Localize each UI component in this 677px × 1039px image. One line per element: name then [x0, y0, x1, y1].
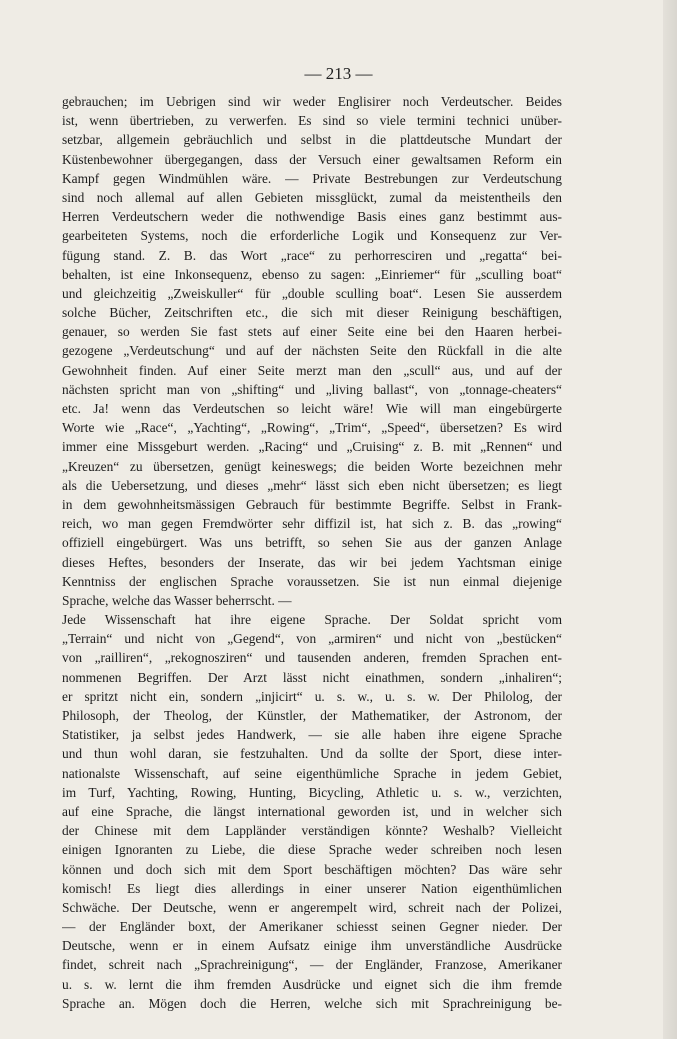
text-line: als die Uebersetzung, und dieses „mehr“ lässt sich eben nicht übersetzen; es liegt [62, 477, 562, 493]
text-line: behalten, ist eine Inkonsequenz, ebenso zu sagen: „Einriemer“ für „sculling boat“ [62, 266, 562, 282]
text-line: Jede Wissenschaft hat ihre eigene Sprache. Der Soldat spricht vom [62, 612, 562, 628]
text-line: auf eine Sprache, die längst international geworden ist, und in welcher sich [62, 803, 562, 819]
text-line: der Chinese mit dem Lappländer verständigen könnte? Weshalb? Vielleicht [62, 823, 562, 839]
text-line: sind noch allemal auf allen Gebieten missglückt, zumal da meistentheils den [62, 189, 562, 205]
text-line: Schwäche. Der Deutsche, wenn er angerempelt wird, schreit nach der Polizei, [62, 899, 562, 915]
text-line: komisch! Es liegt dies allerdings in einer unserer Nation eigenthümlichen [62, 880, 562, 896]
text-line: solche Bücher, Zeitschriften etc., die sich mit dieser Reinigung beschäftigen, [62, 305, 562, 321]
text-line: „Kreuzen“ zu übersetzen, genügt keineswegs; die beiden Worte bezeichnen mehr [62, 458, 562, 474]
text-line: gebrauchen; im Uebrigen sind wir weder Englisirer noch Verdeutscher. Beides [62, 94, 562, 109]
text-line: Deutsche, wenn er in einem Aufsatz einige ihm unverständliche Ausdrücke [62, 938, 562, 954]
text-line: in dem gewohnheitsmässigen Gebrauch für bestimmte Begriffe. Selbst in Frank- [62, 496, 562, 512]
text-line: Statistiker, ja selbst jedes Handwerk, — sie alle haben ihre eigene Sprache [62, 727, 562, 743]
text-line: und thun wohl daran, sie festzuhalten. Und da sollte der Sport, diese inter- [62, 746, 562, 762]
text-line: fügung stand. Z. B. das Wort „race“ zu perhorresciren und „regatta“ bei- [62, 247, 562, 263]
text-line: Sprache an. Mögen doch die Herren, welche sich mit Sprachreinigung be- [62, 995, 562, 1011]
text-line: „Terrain“ und nicht von „Gegend“, von „armiren“ und nicht von „bestücken“ [62, 631, 562, 647]
text-line: nationalste Wissenschaft, auf seine eigenthümliche Sprache in jedem Gebiet, [62, 765, 562, 781]
text-line: — der Engländer boxt, der Amerikaner schiesst seinen Gegner nieder. Der [62, 919, 562, 935]
text-line: und gleichzeitig „Zweiskuller“ für „double sculling boat“. Lesen Sie ausserdem [62, 285, 562, 301]
text-line: im Turf, Yachting, Rowing, Hunting, Bicycling, Athletic u. s. w., verzichten, [62, 784, 562, 800]
page-edge [663, 0, 677, 1039]
text-line: gearbeiteten Systems, noch die erforderliche Logik und Konsequenz zur Ver- [62, 228, 562, 244]
text-line: Worte wie „Race“, „Yachting“, „Rowing“, „Trim“, „Speed“, übersetzen? Es wird [62, 420, 562, 436]
text-line: dieses Heftes, besonders der Inserate, das wir bei jedem Yachtsman einige [62, 554, 562, 570]
text-line: ist, wenn übertrieben, zu verwerfen. Es sind so viele termini technici unüber- [62, 113, 562, 129]
text-line: nommenen Begriffen. Der Arzt lässt nicht einathmen, sondern „inhaliren“; [62, 669, 562, 685]
text-line: immer eine Missgeburt werden. „Racing“ und „Cruising“ z. B. mit „Rennen“ und [62, 439, 562, 455]
page-number: — 213 — [304, 64, 373, 83]
text-line: einigen Ignoranten zu Liebe, die diese Sprache weder schreiben noch lesen [62, 842, 562, 858]
text-line: findet, schreit nach „Sprachreinigung“, — der Engländer, Franzose, Amerikaner [62, 957, 562, 973]
text-line: er spritzt nicht ein, sondern „injicirt“ u. s. w., u. s. w. Der Philolog, der [62, 688, 562, 704]
text-line: Herren Verdeutschern weder die nothwendige Basis eines ganz bestimmt aus- [62, 209, 562, 225]
text-line: offiziell eingebürgert. Was uns betrifft, so sehen Sie aus der ganzen Anlage [62, 535, 562, 551]
text-line: Philosoph, der Theolog, der Künstler, der Mathematiker, der Astronom, der [62, 708, 562, 723]
text-line: können und doch sich mit dem Sport beschäftigen möchten? Das wäre sehr [62, 861, 562, 877]
text-line: setzbar, allgemein gebräuchlich und selbst in die plattdeutsche Mundart der [62, 132, 562, 148]
text-line: Sprache, welche das Wasser beherrscht. — [62, 592, 292, 608]
text-line: gezogene „Verdeutschung“ und auf der nächsten Seite den Rückfall in die alte [62, 343, 562, 359]
text-line: genauer, so werden Sie fast stets auf einer Seite eine bei den Haaren herbei- [62, 324, 562, 340]
text-line: Kampf gegen Windmühlen wäre. — Private Bestrebungen zur Verdeutschung [62, 170, 562, 186]
text-line: Gewohnheit finden. Auf einer Seite merzt man den „scull“ aus, und auf der [62, 362, 562, 378]
text-line: u. s. w. lernt die ihm fremden Ausdrücke und eignet sich die ihm fremde [62, 976, 562, 992]
text-line: reich, wo man gegen Fremdwörter sehr diffizil ist, hat sich z. B. das „rowing“ [62, 516, 562, 532]
text-line: Kenntniss der englischen Sprache voraussetzen. Sie ist nun einmal diejenige [62, 573, 562, 589]
body-text [62, 92, 562, 1013]
text-line: von „railliren“, „rekognosziren“ und tausenden anderen, fremden Sprachen ent- [62, 650, 562, 666]
text-line: Küstenbewohner übergegangen, dass der Versuch einer gewaltsamen Reform ein [62, 151, 562, 167]
text-line: etc. Ja! wenn das Verdeutschen so leicht wäre! Wie will man eingebürgerte [62, 401, 562, 416]
text-line: nächsten spricht man von „shifting“ und „living ballast“, von „tonnage-cheaters“ [62, 381, 562, 397]
